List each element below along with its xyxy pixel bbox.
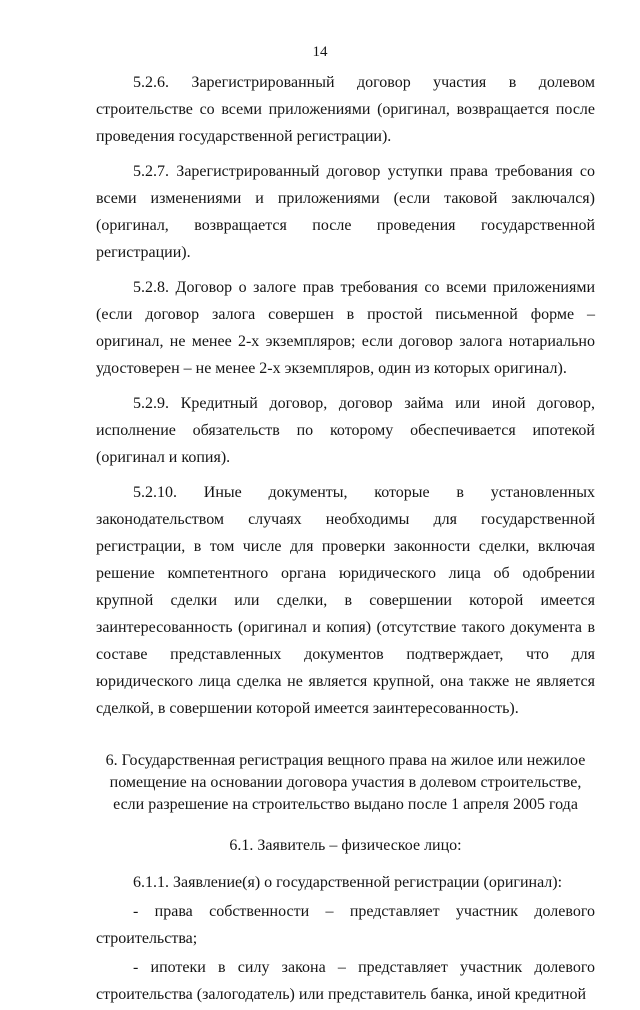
section-6-heading: 6. Государственная регистрация вещного права на жилое или нежилое помещение на основании договора участия в долевом строительстве, если разрешение на строительство выдано после 1 апреля 2005 года [105,752,586,813]
paragraph-5-2-8: 5.2.8. Договор о залоге прав требования со всеми приложениями (если договор залога совершен в простой письменной форме – оригинал, не менее 2-х экземпляров; если договор залога нотариально удостоверен – не менее 2-х экземпляров, один из которых оригинал). [96,279,595,377]
section-6-1-list [96,869,595,1008]
section-6-1-heading: 6.1. Заявитель – физическое лицо: [229,837,462,854]
page-number: 14 [312,44,328,60]
list-item-ownership: - права собственности – представляет участник долевого строительства; [96,903,595,947]
list-item-mortgage: - ипотеки в силу закона – представляет участник долевого строительства (залогодатель) или представитель банка, иной кредитной [96,959,595,1003]
list-item-6-1-1: 6.1.1. Заявление(я) о государственной регистрации (оригинал): [133,874,563,891]
paragraph-5-2-10: 5.2.10. Иные документы, которые в установленных законодательством случаях необходимы для государственной регистрации, в том числе для проверки законности сделки, включая решение компетентного органа юридического лица об одобрении крупной сделки или сделки, в совершении которой имеется заинтересованность (оригинал и копия) (отсутствие такого документа в составе представленных документов подтверждает, что для юридического лица сделка не является крупной, она также не является сделкой, в совершении которой имеется заинтересованность). [96,484,595,717]
paragraph-5-2-7: 5.2.7. Зарегистрированный договор уступки права требования со всеми изменениями и приложениями (если таковой заключался) (оригинал, возвращается после проведения государственной регистрации). [96,163,595,261]
document-body [96,69,595,1010]
paragraph-5-2-6: 5.2.6. Зарегистрированный договор участия в долевом строительстве со всеми приложениями (оригинал, возвращается после проведения государственной регистрации). [96,74,595,145]
paragraph-5-2-9: 5.2.9. Кредитный договор, договор займа или иной договор, исполнение обязательств по которому обеспечивается ипотекой (оригинал и копия). [96,395,595,466]
